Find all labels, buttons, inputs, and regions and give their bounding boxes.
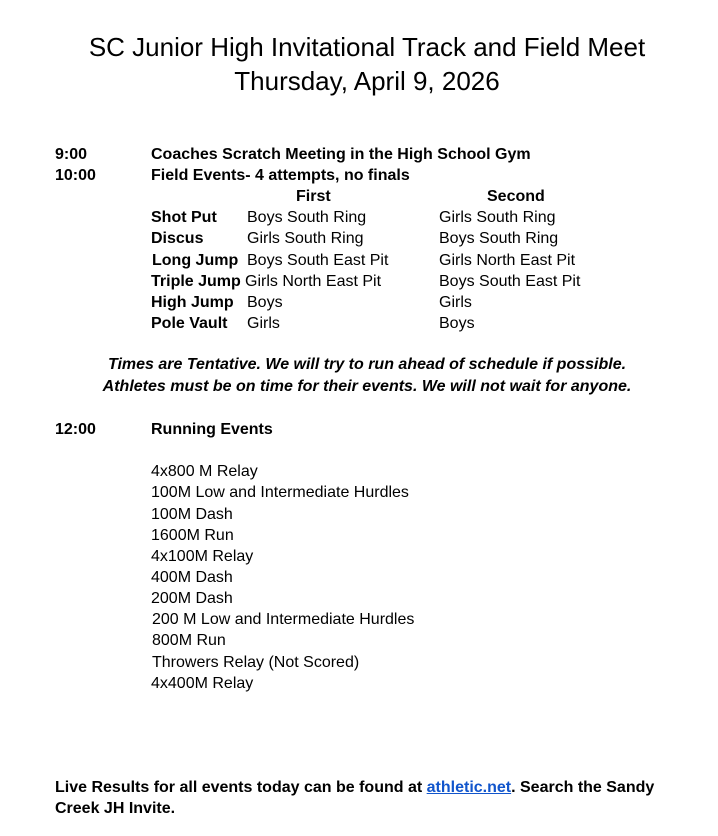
field-event-first: Boys bbox=[247, 294, 283, 311]
results-footer bbox=[55, 777, 675, 819]
running-event: 4x100M Relay bbox=[151, 548, 254, 565]
running-event: 100M Dash bbox=[151, 506, 233, 523]
field-event-name: Triple Jump bbox=[151, 273, 241, 290]
running-event: 100M Low and Intermediate Hurdles bbox=[151, 484, 409, 501]
running-event: Throwers Relay (Not Scored) bbox=[152, 654, 360, 671]
running-event: 4x800 M Relay bbox=[151, 463, 258, 480]
field-event-second: Girls South Ring bbox=[439, 209, 556, 226]
running-label: Running Events bbox=[151, 421, 273, 438]
field-label: Field Events- 4 attempts, no finals bbox=[151, 167, 410, 184]
field-event-name: High Jump bbox=[151, 294, 234, 311]
running-event: 1600M Run bbox=[151, 527, 234, 544]
schedule-note: Athletes must be on time for their events. We will not wait for anyone. bbox=[102, 378, 632, 395]
footer-prefix: Live Results for all events today can be found at bbox=[55, 779, 427, 796]
field-event-first: Boys South Ring bbox=[247, 209, 367, 226]
running-event: 200M Dash bbox=[151, 590, 233, 607]
field-col-first-header: First bbox=[296, 188, 331, 205]
field-event-second: Girls bbox=[439, 294, 472, 311]
field-event-name: Discus bbox=[151, 230, 204, 247]
running-event: 800M Run bbox=[152, 632, 226, 649]
running-event: 4x400M Relay bbox=[151, 675, 254, 692]
scratch-label: Coaches Scratch Meeting in the High School Gym bbox=[151, 146, 531, 163]
field-event-second: Boys bbox=[439, 315, 475, 332]
running-time: 12:00 bbox=[55, 421, 96, 438]
schedule-note: Times are Tentative. We will try to run ahead of schedule if possible. bbox=[107, 356, 627, 373]
field-event-name: Shot Put bbox=[151, 209, 217, 226]
scratch-time: 9:00 bbox=[55, 146, 88, 163]
athletic-net-link[interactable]: athletic.net bbox=[426, 779, 512, 796]
field-time: 10:00 bbox=[55, 167, 96, 184]
running-event: 400M Dash bbox=[151, 569, 233, 586]
footer-suffix: . Search the Sandy Creek JH Invite. bbox=[55, 779, 655, 817]
field-event-first: Girls bbox=[247, 315, 280, 332]
field-event-second: Girls North East Pit bbox=[439, 252, 576, 269]
field-event-name: Pole Vault bbox=[151, 315, 228, 332]
field-event-second: Boys South East Pit bbox=[439, 273, 581, 290]
field-event-name: Long Jump bbox=[152, 252, 239, 269]
meet-date: Thursday, April 9, 2026 bbox=[234, 66, 500, 96]
meet-title: SC Junior High Invitational Track and Field Meet bbox=[88, 32, 646, 62]
field-event-first: Boys South East Pit bbox=[247, 252, 389, 269]
field-col-second-header: Second bbox=[487, 188, 545, 205]
field-event-first: Girls South Ring bbox=[247, 230, 364, 247]
running-event: 200 M Low and Intermediate Hurdles bbox=[152, 611, 415, 628]
field-event-first: Girls North East Pit bbox=[245, 273, 382, 290]
field-event-second: Boys South Ring bbox=[439, 230, 559, 247]
